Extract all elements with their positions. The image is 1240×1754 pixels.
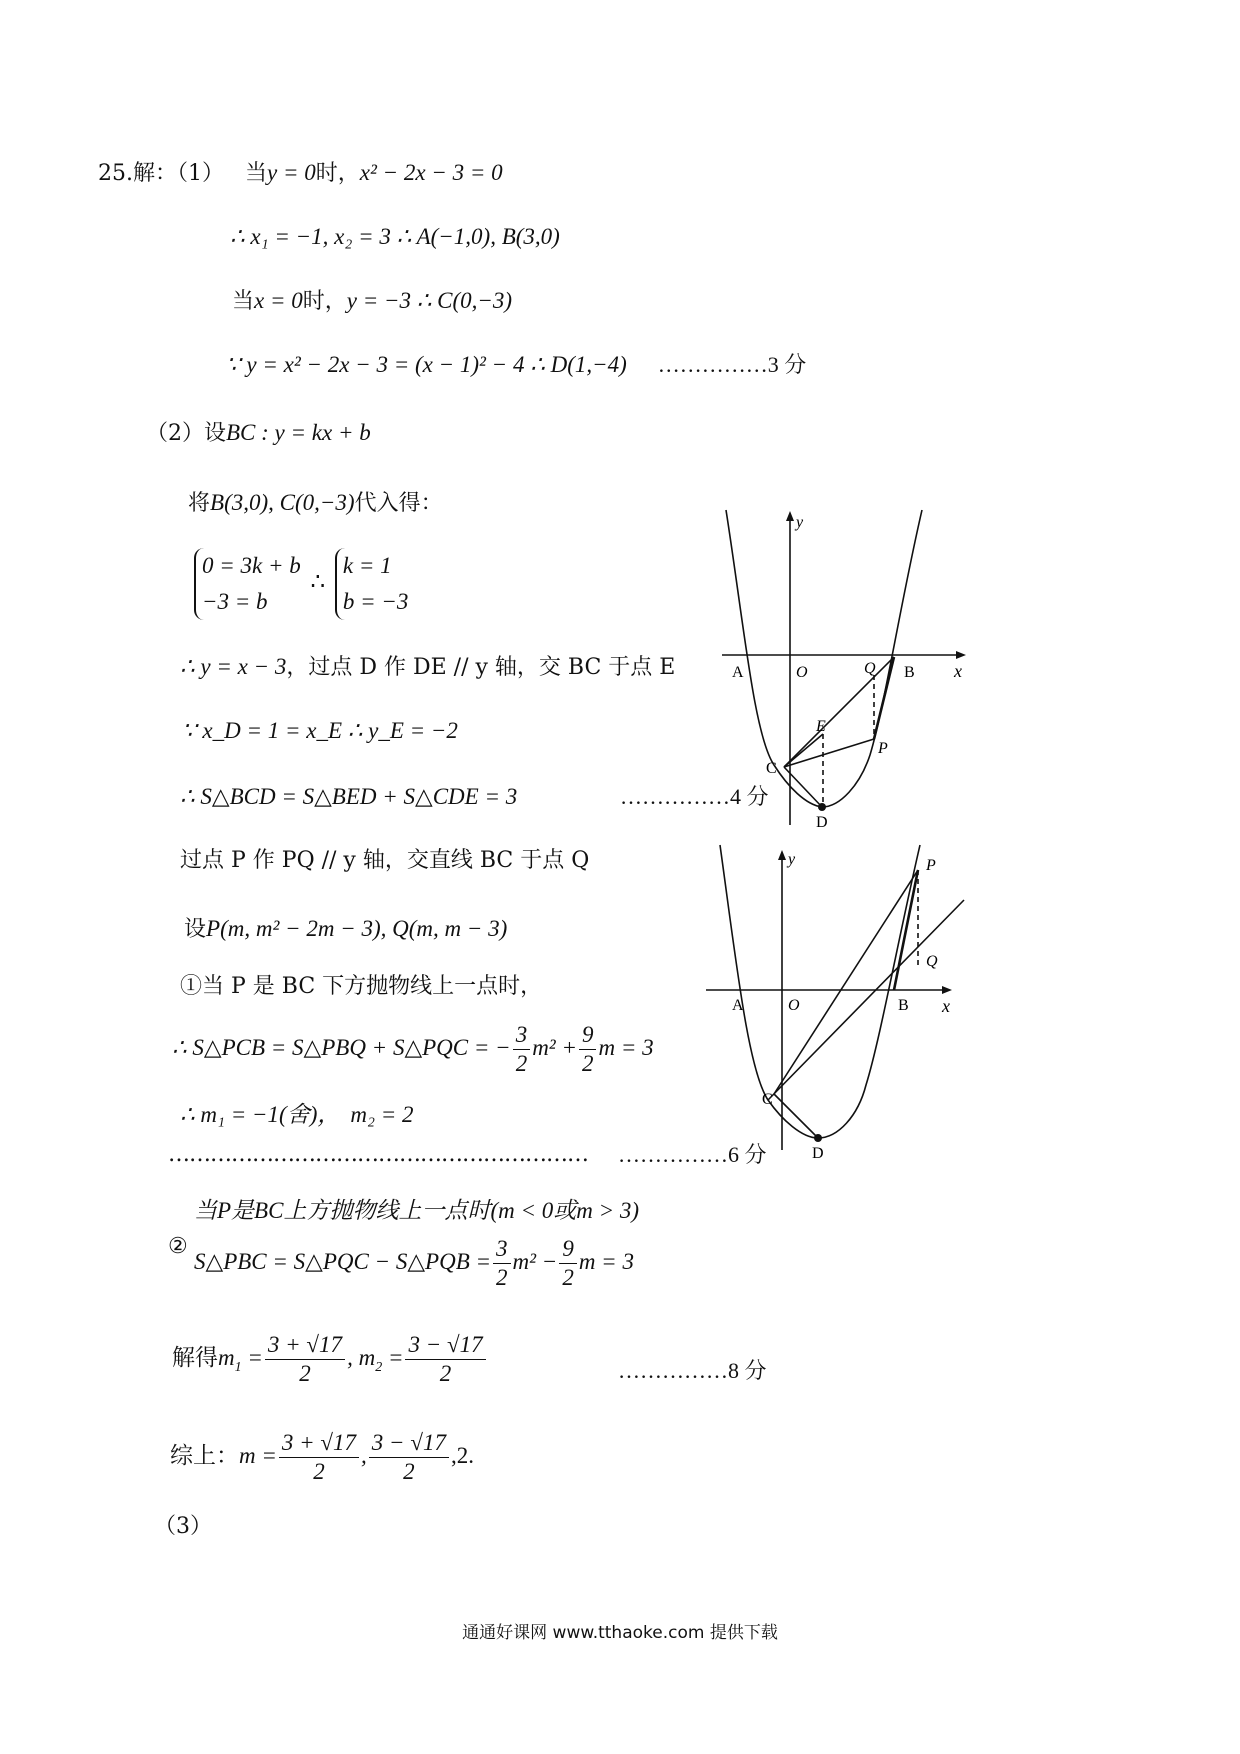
case1-line: ①当 P 是 BC 下方抛物线上一点时， [180,974,543,999]
text: 时， [302,289,347,314]
x-arrow-icon [956,651,966,659]
fraction-9-2 [559,1235,577,1292]
y-arrow-icon [778,850,786,860]
text: 代入得： [354,491,443,516]
math: ∴ m₁ = −1(舍)， [180,1102,341,1127]
label-c: C [766,760,777,777]
text: ,2. [450,1443,474,1468]
text: 将 [188,491,211,516]
label-p: P [878,740,888,757]
label-x: x [942,996,950,1016]
label-b: B [904,664,915,681]
numerator: 9 [559,1235,577,1264]
math: x² − 2x − 3 = 0 [359,160,503,185]
numerator: 3 + √17 [265,1331,345,1360]
math: y = 0 [267,160,316,185]
point-d-dot [814,1134,822,1142]
label-q: Q [864,660,876,677]
math: −3 = b [202,589,268,614]
denominator: 2 [581,1051,594,1077]
summary-line: 综上：m = $\frac{3 + √17}{2}$ , $\frac{3 - √17}{2}$ ,2. [170,1430,474,1485]
math: m₂ = 2 [350,1102,414,1127]
score-4: ……………4 分 [620,784,769,809]
label-c: C [762,1091,773,1108]
area-line: ∴ S△BCD = S△BED + S△CDE = 3 [180,784,518,809]
fraction-plus [279,1429,359,1486]
point-d-dot [818,803,826,811]
text: ，过点 D 作 DE // y 轴，交 BC 于点 E [286,655,676,680]
part1-line2: ∴ x₁ = −1, x₂ = 3 ∴ A(−1,0), B(3,0) [230,224,560,249]
fraction-minus [405,1331,485,1388]
denominator: 2 [403,1459,415,1485]
score-3: ……………3 分 [657,352,807,377]
math: y = −3 ∴ C(0,−3) [346,288,513,313]
denominator: 2 [313,1459,325,1485]
case1-solution [180,1100,414,1131]
part3-label: （3） [154,1514,212,1539]
parabola [720,845,920,1138]
case2-solution: 解得$m_1$ = $\frac{3 + √17}{2}$ , $m_2$ = $\frac{3 - √17}{2}$ [172,1328,488,1388]
label-a: A [732,664,744,681]
math: ∴ y = x − 3 [180,654,287,679]
numerator: 3 [513,1021,531,1050]
equation-system [194,548,408,620]
part1-line3 [232,286,512,317]
label-e: E [816,718,826,735]
label-d: D [816,814,828,831]
math: 0 = 3k + b [202,553,301,578]
math: x = 0 [254,288,303,313]
part2-label-line [146,418,371,449]
set-line [184,914,507,945]
label-x: x [954,661,962,681]
substitution-line [188,488,443,519]
numerator: 3 + √17 [279,1429,359,1458]
label-d: D [812,1145,824,1162]
fraction-3-2 [513,1021,531,1078]
figure-2 [698,840,978,1170]
x-arrow-icon [942,986,952,994]
y-arrow-icon [786,511,794,521]
line-eq [180,652,675,683]
numerator: 3 − √17 [369,1429,449,1458]
math: B(3,0), C(0,−3) [210,490,355,515]
dotted-separator: …………………………………………………… [168,1142,588,1167]
part1-line4 [226,350,806,381]
score-6: ……………6 分 [618,1142,767,1167]
fraction-plus [265,1331,345,1388]
pq-line: 过点 P 作 PQ // y 轴，交直线 BC 于点 Q [180,848,590,873]
figure-1 [710,505,980,835]
fraction-3-2 [493,1235,511,1292]
denominator: 2 [299,1361,311,1387]
system-1 [194,548,301,620]
text: 综上： [170,1443,239,1468]
denominator: 2 [439,1361,452,1387]
system-2 [335,548,409,620]
math: b = −3 [342,589,409,614]
text: 当 [245,161,268,186]
numerator: 3 − √17 [405,1331,485,1360]
case2-area-line: S△PBC = S△PQC − S△PQB = $\frac{3}{2}$ m² − $\frac{9}{2}$ m = 3 [194,1236,634,1291]
text: 当 [232,289,255,314]
label-o: O [788,997,800,1014]
math: k = 1 [342,553,392,578]
text: （2）设 [146,421,226,446]
denominator: 2 [515,1051,528,1077]
case2-line: 当P是BC上方抛物线上一点时(m < 0或m > 3) [194,1198,640,1223]
case1-area-line: ∴ S△PCB = S△PBQ + S△PQC = − $\frac{3}{2}$ m² + $\frac{9}{2}$ m = 3 [172,1022,654,1077]
label-p: P [926,857,936,874]
text: 时， [315,161,360,186]
fraction-9-2 [579,1021,597,1078]
text: 解得 [172,1345,218,1370]
problem-label: 25.解：（1） [98,161,224,186]
label-y: y [788,851,796,868]
label-y: y [796,514,804,531]
label-q: Q [926,953,938,970]
label-a: A [732,997,744,1014]
xd-line: ∵ x_D = 1 = x_E ∴ y_E = −2 [182,718,458,743]
footer: 通通好课网 www.tthaoke.com 提供下载 [462,1623,778,1643]
label-b: B [898,997,909,1014]
denominator: 2 [496,1265,508,1291]
segment-pb [874,657,894,739]
label-o: O [796,664,808,681]
part1-line1 [98,158,503,189]
fraction-minus [369,1429,449,1486]
denominator: 2 [562,1265,574,1291]
score-8: ……………8 分 [618,1358,767,1383]
text: 设 [184,917,207,942]
math: ∵ y = x² − 2x − 3 = (x − 1)² − 4 ∴ D(1,−4) [226,352,627,377]
math: BC : y = kx + b [226,420,371,445]
numerator: 3 [493,1235,511,1264]
therefore-sign: ∴ [310,569,326,595]
math: S△PBC = S△PQC − S△PQB = [194,1249,492,1274]
math: ∴ S△PCB = S△PBQ + S△PQC = − [172,1035,511,1060]
math: P(m, m² − 2m − 3), Q(m, m − 3) [206,916,508,941]
numerator: 9 [579,1021,597,1050]
case2-mark: ② [168,1234,188,1259]
